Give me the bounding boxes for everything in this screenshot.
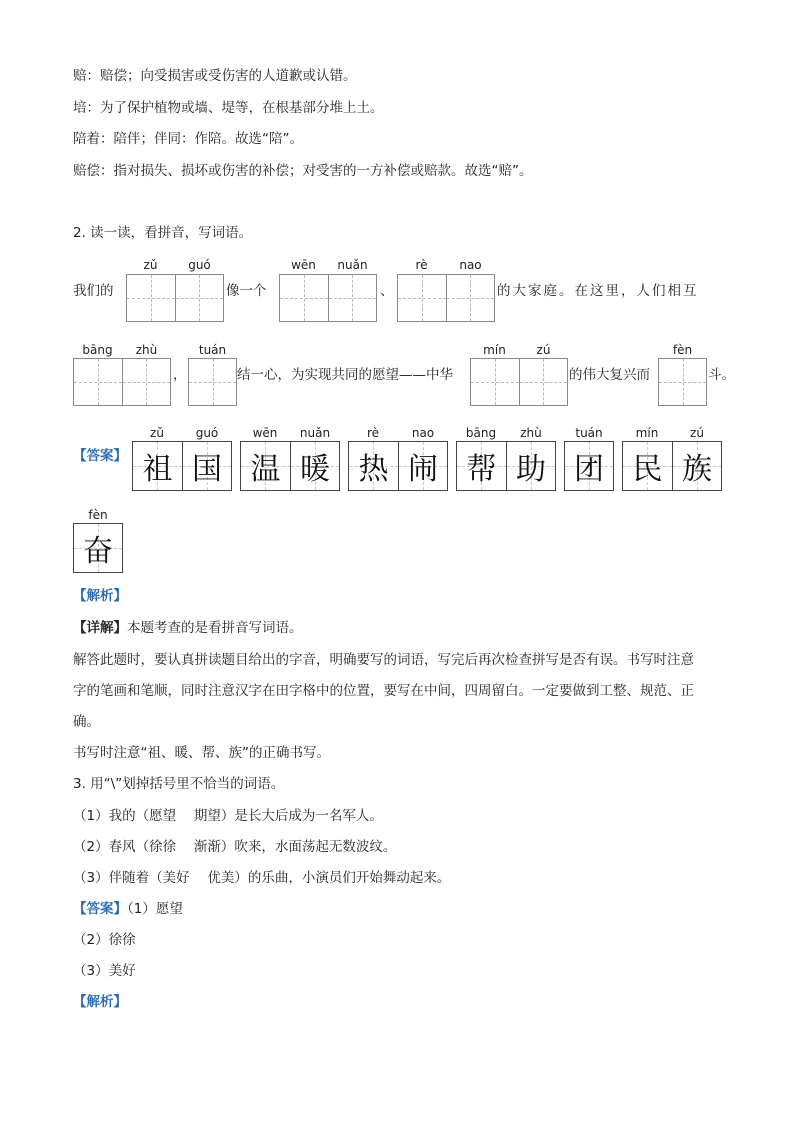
- pinyin: zú: [690, 426, 704, 440]
- answer-text: （2）徐徐: [73, 932, 136, 948]
- question-title: 2. 读一读，看拼音，写词语。: [73, 225, 253, 241]
- answer-label: 【答案】: [73, 901, 127, 917]
- tianzi-grid: [188, 358, 237, 406]
- pinyin: tuán: [198, 343, 227, 357]
- question-item: （3）伴随着（美好 优美）的乐曲，小演员们开始舞动起来。: [73, 870, 451, 886]
- pinyin: zǔ: [150, 426, 164, 440]
- answer-char: 团: [574, 452, 604, 487]
- tianzi-grid: [279, 274, 377, 322]
- pinyin: nao: [411, 426, 435, 440]
- text-line: 赔偿：指对损失、损坏或伤害的补偿；对受害的一方补偿或赔款。故选“赔”。: [73, 163, 533, 179]
- answer-char: 民: [632, 452, 663, 487]
- pinyin: nao: [459, 258, 482, 272]
- answer-grid: [564, 441, 614, 491]
- tianzi-grid: [470, 358, 568, 406]
- answer-grid: [456, 441, 556, 491]
- sentence-text: 、: [380, 283, 394, 299]
- pinyin: zhù: [135, 343, 158, 357]
- pinyin: nuǎn: [299, 426, 331, 440]
- analysis-label: 【解析】: [73, 588, 127, 604]
- pinyin: guó: [188, 258, 211, 272]
- answer-grid: [132, 441, 232, 491]
- question-title: 3. 用“\”划掉括号里不恰当的词语。: [73, 776, 285, 792]
- answer-char: 祖: [142, 452, 173, 487]
- detail-line: [73, 618, 303, 638]
- sentence-text: 斗。: [708, 367, 735, 383]
- answer-char: 国: [191, 452, 222, 487]
- tianzi-grid: [397, 274, 495, 322]
- text-line: 陪着：陪伴；伴同：作陪。故选“陪”。: [73, 131, 303, 147]
- pinyin: fèn: [672, 343, 693, 357]
- pinyin: nuǎn: [337, 258, 368, 272]
- answer-char: 奋: [83, 534, 113, 569]
- pinyin: tuán: [575, 426, 603, 440]
- explain-line: 书写时注意“祖、暖、帮、族”的正确书写。: [73, 745, 330, 761]
- pinyin: wēn: [291, 258, 316, 272]
- question-item: （2）春风（徐徐 渐渐）吹来，水面荡起无数波纹。: [73, 839, 397, 855]
- text-line: 培：为了保护植物或墙、堤等，在根基部分堆上土。: [73, 100, 384, 116]
- answer-char: 助: [515, 452, 546, 487]
- answer-char: 热: [358, 452, 389, 487]
- answer-grid: [348, 441, 448, 491]
- sentence-text: 结一心，为实现共同的愿望——中华: [237, 367, 453, 383]
- answer-char: 暖: [299, 452, 330, 487]
- tianzi-grid: [73, 358, 171, 406]
- pinyin: zǔ: [143, 258, 158, 272]
- detail-label: 【详解】: [73, 620, 127, 636]
- sentence-text: 的大家庭。在这里，人们相互: [497, 283, 699, 299]
- tianzi-grid: [658, 358, 707, 406]
- answer-label: 【答案】: [73, 448, 127, 464]
- pinyin: rè: [415, 258, 428, 272]
- answer-char: 闹: [407, 452, 438, 487]
- question-item: （1）我的（愿望 期望）是长大后成为一名军人。: [73, 808, 383, 824]
- explain-line: 字的笔画和笔顺，同时注意汉字在田字格中的位置，要写在中间，四周留白。一定要做到工整、规范、正: [73, 683, 694, 699]
- sentence-text: 的伟大复兴而: [569, 367, 650, 383]
- pinyin: mín: [483, 343, 506, 357]
- analysis-label: 【解析】: [73, 994, 127, 1010]
- answer-grid: [622, 441, 722, 491]
- answer-grid: [73, 523, 123, 573]
- answer-text: （3）美好: [73, 963, 136, 979]
- answer-char: 族: [681, 452, 712, 487]
- text-line: 赔：赔偿；向受损害或受伤害的人道歉或认错。: [73, 68, 357, 84]
- answer-char: 温: [250, 452, 281, 487]
- explain-line: 解答此题时，要认真拼读题目给出的字音，明确要写的词语，写完后再次检查拼写是否有误。书写时注意: [73, 652, 694, 668]
- answer-grid: [240, 441, 340, 491]
- sentence-text: 像一个: [226, 283, 267, 299]
- pinyin: fèn: [88, 508, 108, 522]
- pinyin: wēn: [252, 426, 278, 440]
- tianzi-grid: [126, 274, 224, 322]
- pinyin: rè: [366, 426, 380, 440]
- sentence-text: ，: [173, 367, 187, 383]
- detail-text: 本题考查的是看拼音写词语。: [127, 620, 303, 636]
- sentence-text: 我们的: [73, 283, 114, 299]
- pinyin: mín: [635, 426, 659, 440]
- pinyin: bāng: [82, 343, 113, 357]
- pinyin: bāng: [465, 426, 497, 440]
- answer-line: [73, 899, 183, 919]
- pinyin: zhù: [520, 426, 542, 440]
- answer-char: 帮: [466, 452, 497, 487]
- explain-line: 确。: [73, 714, 100, 730]
- pinyin: guó: [195, 426, 219, 440]
- answer-text: （1）愿望: [127, 901, 183, 917]
- pinyin: zú: [536, 343, 551, 357]
